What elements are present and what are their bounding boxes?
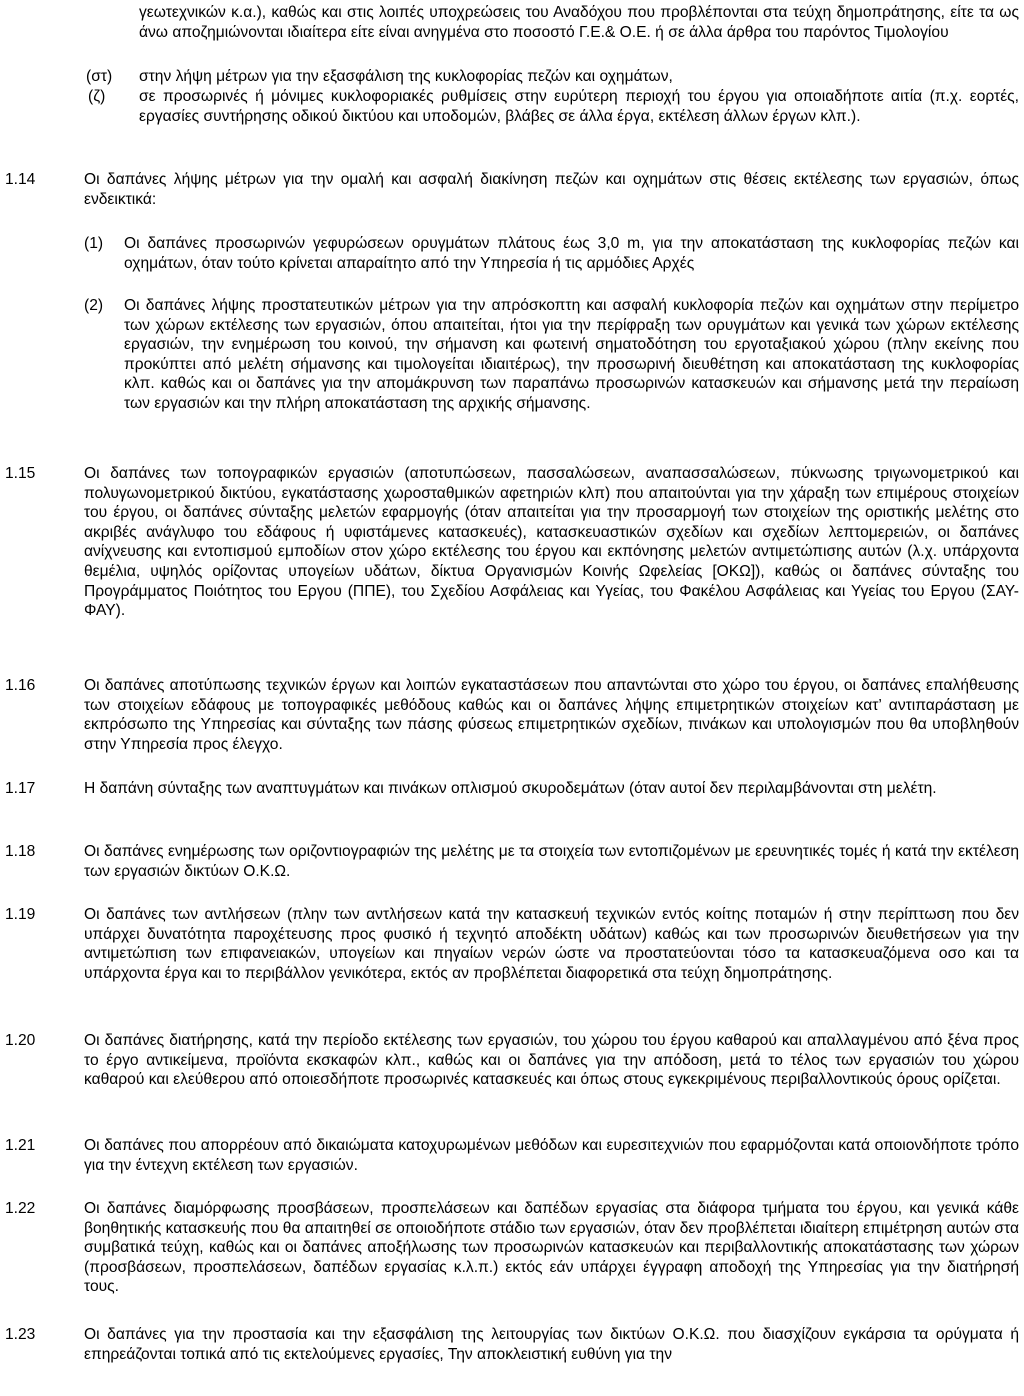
section-text: Οι δαπάνες διαμόρφωσης προσβάσεων, προσπελάσεων και δαπέδων εργασίας στα διάφορα τμήματα του έργου, και γενικά κάθε βοηθητικής κατασκευής που θα απαιτηθεί σε οποιοδήποτε στάδιο των εργασιών, όταν δεν προβλέπεται ιδιαίτερη επιμέτρηση αυτών στα συμβατικά τεύχη, καθώς και οι δαπάνες αποξήλωσης των προσωρινών κατασκευών και περιβαλλοντικής αποκατάστασης των χώρων (προσβάσεων, προσπελάσεων, δαπέδων εργασίας κ.λ.π.) εκτός εάν υπάρχει έγγραφη αποδοχή της Υπηρεσίας για την διατήρησή τους. [84, 1200, 1019, 1296]
section-number: 1.19 [5, 906, 36, 923]
section-1-21 [5, 1136, 1020, 1175]
section-number: 1.17 [5, 780, 36, 797]
section-number: 1.23 [5, 1326, 36, 1343]
intro-item-z [0, 87, 1020, 126]
subitem-mark: (1) [84, 235, 104, 252]
section-number: 1.21 [5, 1137, 36, 1154]
subitem-2 [0, 296, 1020, 414]
section-text: Οι δαπάνες ενημέρωσης των οριζοντιογραφιών της μελέτης με τα στοιχεία των εντοπιζομένων με ερευνητικές τομές ή κατά την εκτέλεση των εργασιών δικτύων Ο.Κ.Ω. [84, 843, 1019, 880]
section-number: 1.14 [5, 171, 36, 188]
intro-item-text: σε προσωρινές ή μόνιμες κυκλοφοριακές ρυθμίσεις στην ευρύτερη περιοχή του έργου για οποιαδήποτε αιτία (π.χ. εορτές, εργασίες συντήρησης οδικού δικτύου και υποδομών, βλάβες σε άλλα έργα, εκτέλεση άλλων έργων κλπ.). [139, 88, 1019, 125]
section-text: Οι δαπάνες των αντλήσεων (πλην των αντλήσεων κατά την κατασκευή τεχνικών εντός κοίτης ποταμών ή στην περίπτωση που δεν υπάρχει δυνατότητα παροχέτευσης προς φυσικό ή τεχνητό αποδέκτη υδάτων) καθώς και των προσωρινών διευθετήσεων για την αντιμετώπιση των επιφανειακών, υπογείων και πηγαίων νερών ώστε να προστατεύονται τόσο τα κατασκευαζόμενα οσο και τα υπάρχοντα έργα και το περιβάλλον γενικότερα, εκτός αν προβλέπεται διαφορετικά στα τεύχη δημοπράτησης. [84, 906, 1019, 982]
section-1-23 [5, 1325, 1020, 1364]
section-text: Οι δαπάνες που απορρέουν από δικαιώματα κατοχυρωμένων μεθόδων και ευρεσιτεχνιών που εφαρμόζονται κατά οποιονδήποτε τρόπο για την έντεχνη εκτέλεση των εργασιών. [84, 1137, 1019, 1174]
section-1-19 [5, 905, 1020, 983]
intro-continuation-text: γεωτεχνικών κ.α.), καθώς και στις λοιπές υποχρεώσεις του Αναδόχου που προβλέπονται στα τεύχη δημοπράτησης, είτε τα ως άνω αποζημιώνονται ιδιαίτερα είτε είναι ανηγμένα στο ποσοστό Γ.Ε.& Ο.Ε. ή σε άλλα άρθρα του παρόντος Τιμολογίου [139, 4, 1019, 41]
section-number: 1.16 [5, 677, 36, 694]
intro-continuation [139, 3, 1019, 42]
section-text: Οι δαπάνες για την προστασία και την εξασφάλιση της λειτουργίας των δικτύων Ο.Κ.Ω. που διασχίζουν εγκάρσια τα ορύγματα ή επηρεάζονται τοπικά από τις εκτελούμενες εργασίες, Την αποκλειστική ευθύνη για την [84, 1326, 1019, 1363]
section-number: 1.15 [5, 465, 36, 482]
intro-item-mark: (στ) [86, 68, 113, 85]
section-1-16 [5, 676, 1020, 754]
section-number: 1.22 [5, 1200, 36, 1217]
section-number: 1.20 [5, 1032, 36, 1049]
subitem-1 [0, 234, 1020, 273]
section-1-20 [5, 1031, 1020, 1090]
section-text: Οι δαπάνες διατήρησης, κατά την περίοδο εκτέλεσης των εργασιών, του χώρου του έργου καθαρού και απαλλαγμένου από ξένα προς το έργο αντικείμενα, προϊόντα εκσκαφών κλπ., καθώς και οι δαπάνες για την απόδοση, μετά το τέλος των εργασιών του χώρου καθαρού και ελεύθερου από οποιεσδήποτε προσωρινές κατασκευές και όπως στους εγκεκριμένους περιβαλλοντικούς όρους ορίζεται. [84, 1032, 1019, 1089]
section-number: 1.18 [5, 843, 36, 860]
section-text: Οι δαπάνες των τοπογραφικών εργασιών (αποτυπώσεων, πασσαλώσεων, αναπασσαλώσεων, πύκνωσης τριγωνομετρικού και πολυγωνομετρικού δικτύου, εγκατάστασης χωροσταθμικών αφετηριών κλπ) που απαιτούνται για την χάραξη των επιμέρους στοιχείων του έργου, οι δαπάνες σύνταξης μελετών εφαρμογής (όταν απαιτείται για την προσαρμογή των στοιχείων της οριστικής μελέτης στο ακριβές ανάγλυφο του εδάφους ή υφιστάμενες κατασκευές), κατασκευαστικών σχεδίων και σχεδίων λεπτομερειών, οι δαπάνες ανίχνευσης και εντοπισμού εμποδίων στον χώρο εκτέλεσης του έργου και εκπόνησης μελετών αντιμετώπισης αυτών (λ.χ. υπάρχοντα θεμέλια, υψηλός ορίζοντας υπογείων υδάτων, δίκτυα Οργανισμών Κοινής Ωφελείας [ΟΚΩ]), καθώς οι δαπάνες σύνταξης του Προγράμματος Ποιότητος του Εργου (ΠΠΕ), του Σχεδίου Ασφάλειας και Υγείας, του Φακέλου Ασφάλειας και Υγείας του Εργου (ΣΑΥ-ΦΑΥ). [84, 465, 1019, 620]
section-1-14 [5, 170, 1020, 209]
subitem-text: Οι δαπάνες προσωρινών γεφυρώσεων ορυγμάτων πλάτους έως 3,0 m, για την αποκατάσταση της κυκλοφορίας πεζών και οχημάτων, όταν τούτο κρίνεται απαραίτητο από την Υπηρεσία ή τις αρμόδιες Αρχές [124, 235, 1019, 272]
intro-item-text: στην λήψη μέτρων για την εξασφάλιση της κυκλοφορίας πεζών και οχημάτων, [139, 68, 673, 85]
subitem-text: Οι δαπάνες λήψης προστατευτικών μέτρων για την απρόσκοπτη και ασφαλή κυκλοφορία πεζών και οχημάτων στην περίμετρο των χώρων εκτέλεσης των εργασιών, όπου απαιτείται, ήτοι για την περίφραξη των ορυγμάτων και γενικά των χώρων εκτέλεσης εργασιών, την ενημέρωση του κοινού, την σήμανση και φωτεινή σηματοδότηση του εργοταξιακού χώρου (πλην εκείνης που προκύπτει από μελέτη σήμανσης και τιμολογείται ιδιαιτέρως), την προσωρινή διευθέτηση και αποκατάσταση της κυκλοφορίας κλπ. καθώς και οι δαπάνες για την απομάκρυνση των παραπάνω προσωρινών κατασκευών και σήμανσης μετά την περαίωση των εργασιών και την πλήρη αποκατάσταση της αρχικής σήμανσης. [124, 297, 1019, 412]
section-1-15 [5, 464, 1020, 621]
intro-item-mark: (ζ) [88, 88, 106, 105]
subitem-mark: (2) [84, 297, 104, 314]
section-1-17 [5, 779, 1020, 799]
intro-item-st [0, 67, 1020, 87]
section-text: Οι δαπάνες αποτύπωσης τεχνικών έργων και λοιπών εγκαταστάσεων που απαντώνται στο χώρο του έργου, οι δαπάνες επαλήθευσης των στοιχείων εδάφους με τοπογραφικές μεθόδους καθώς και οι δαπάνες λήψης επιμετρητικών στοιχείων κατ’ αντιπαράσταση με εκπρόσωπο της Υπηρεσίας και σύνταξης των πάσης φύσεως επιμετρητικών σχεδίων, πινάκων και υπολογισμών που θα υποβληθούν στην Υπηρεσία προς έλεγχο. [84, 677, 1019, 753]
section-1-18 [5, 842, 1020, 881]
section-text: Η δαπάνη σύνταξης των αναπτυγμάτων και πινάκων οπλισμού σκυροδεμάτων (όταν αυτοί δεν περιλαμβάνονται στη μελέτη. [84, 780, 937, 797]
section-text: Οι δαπάνες λήψης μέτρων για την ομαλή και ασφαλή διακίνηση πεζών και οχημάτων στις θέσεις εκτέλεσης των εργασιών, όπως ενδεικτικά: [84, 171, 1019, 208]
section-1-22 [5, 1199, 1020, 1297]
